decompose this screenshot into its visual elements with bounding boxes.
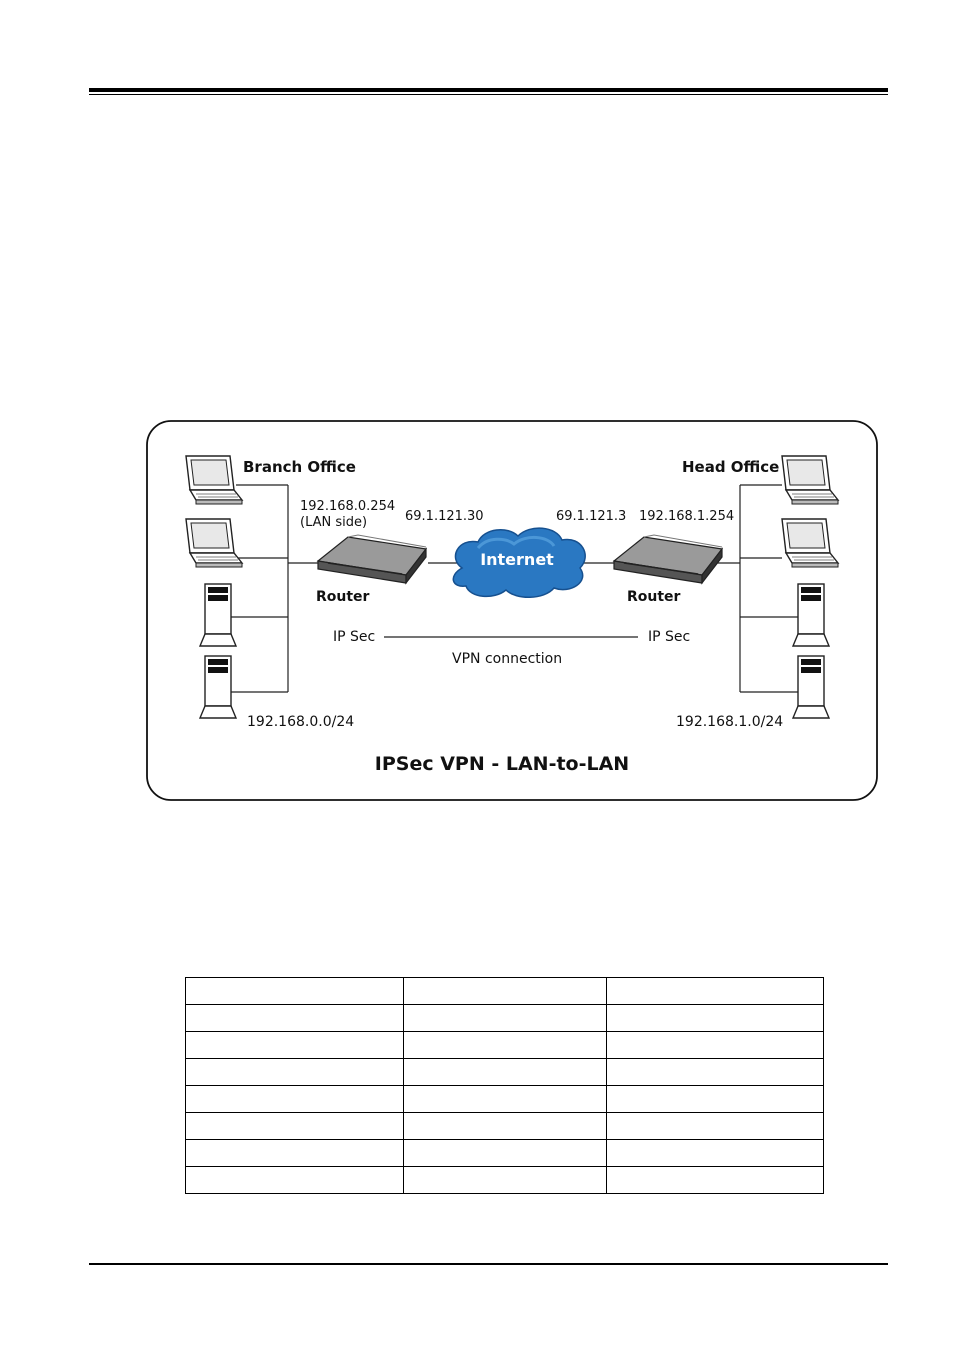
table-cell: [607, 1167, 824, 1194]
table-cell: [607, 1059, 824, 1086]
table-cell: [607, 1140, 824, 1167]
config-table: [185, 977, 824, 1194]
branch-router-label: Router: [316, 589, 370, 605]
head-subnet: 192.168.1.0/24: [676, 714, 784, 730]
branch-office-label: Branch Office: [243, 458, 356, 476]
table-row: [186, 1032, 824, 1059]
table-row: [186, 1005, 824, 1032]
table-cell: [404, 1032, 607, 1059]
server-tower-icon: [793, 656, 829, 718]
table-cell: [607, 1032, 824, 1059]
table-cell: [404, 1005, 607, 1032]
internet-label: Internet: [480, 550, 554, 569]
table-cell: [607, 1086, 824, 1113]
table-cell: [404, 1140, 607, 1167]
table-row: [186, 1167, 824, 1194]
branch-subnet: 192.168.0.0/24: [247, 714, 355, 730]
head-ipsec-label: IP Sec: [648, 629, 691, 645]
table-cell: [186, 1140, 404, 1167]
branch-lan-side-note: (LAN side): [300, 515, 368, 530]
vpn-connection-label: VPN connection: [452, 651, 563, 667]
table-cell: [186, 1113, 404, 1140]
table-cell: [186, 1167, 404, 1194]
table-cell: [404, 978, 607, 1005]
table-row: [186, 978, 824, 1005]
table-cell: [186, 1032, 404, 1059]
table-row: [186, 1086, 824, 1113]
table-row: [186, 1140, 824, 1167]
table-cell: [404, 1059, 607, 1086]
head-router-label: Router: [627, 589, 681, 605]
branch-lan-ip: 192.168.0.254: [300, 499, 396, 514]
table-cell: [607, 1113, 824, 1140]
table-cell: [607, 978, 824, 1005]
table-row: [186, 1113, 824, 1140]
table-row: [186, 1059, 824, 1086]
branch-ipsec-label: IP Sec: [333, 629, 376, 645]
head-wan-ip: 69.1.121.3: [556, 509, 627, 524]
table-cell: [186, 1005, 404, 1032]
branch-wan-ip: 69.1.121.30: [405, 509, 484, 524]
table-cell: [186, 1059, 404, 1086]
table-cell: [186, 1086, 404, 1113]
server-tower-icon: [793, 584, 829, 646]
table-cell: [404, 1113, 607, 1140]
table-cell: [186, 978, 404, 1005]
table-cell: [404, 1086, 607, 1113]
table-cell: [404, 1167, 607, 1194]
diagram-title: IPSec VPN - LAN-to-LAN: [374, 753, 630, 775]
head-lan-ip: 192.168.1.254: [639, 509, 735, 524]
diagram-frame: [147, 421, 877, 800]
server-tower-icon: [200, 656, 236, 718]
table-cell: [607, 1005, 824, 1032]
head-office-label: Head Office: [682, 458, 780, 476]
footer-rule: [89, 1263, 888, 1265]
server-tower-icon: [200, 584, 236, 646]
